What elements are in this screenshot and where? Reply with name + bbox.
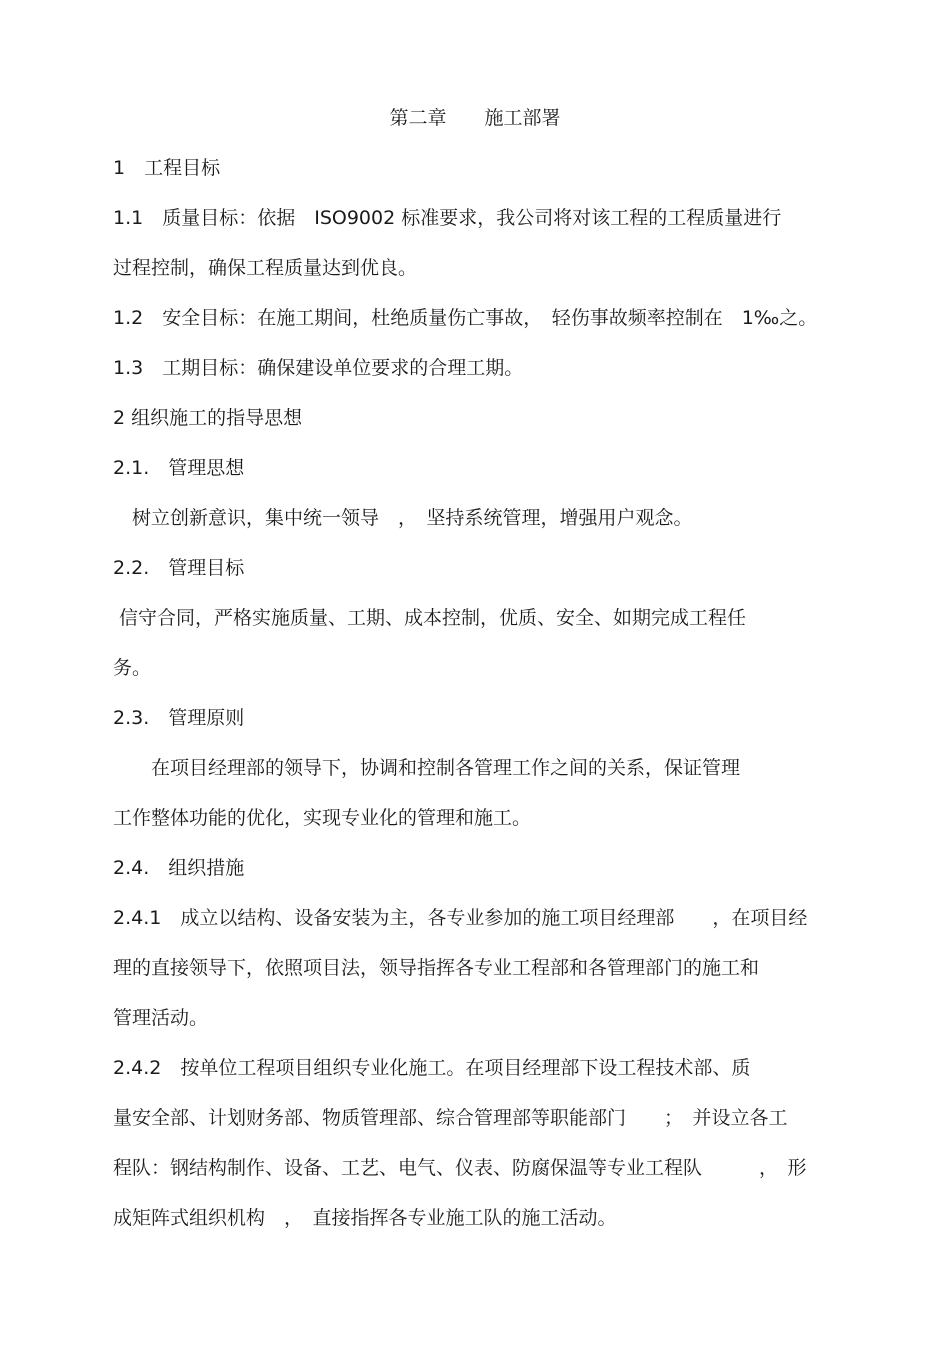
paragraph-line: 务。 [113,657,152,679]
heading-2: 2 组织施工的指导思想 [113,407,303,429]
paragraph-line: 量安全部、计划财务部、物质管理部、综合管理部等职能部门 ； 并设立各工 [113,1107,788,1129]
heading-2-4: 2.4. 组织措施 [113,857,245,879]
paragraph-line: 过程控制，确保工程质量达到优良。 [113,257,418,279]
chapter-title: 第二章 施工部署 [389,107,561,129]
paragraph-line: 1.1 质量目标：依据 ISO9002 标准要求，我公司将对该工程的工程质量进行 [113,207,782,229]
paragraph-line: 在项目经理部的领导下，协调和控制各管理工作之间的关系，保证管理 [113,757,741,779]
heading-2-2: 2.2. 管理目标 [113,557,245,579]
paragraph-line: 程队：钢结构制作、设备、工艺、电气、仪表、防腐保温等专业工程队 ， 形 [113,1157,807,1179]
paragraph-line: 管理活动。 [113,1007,209,1029]
paragraph-line: 信守合同，严格实施质量、工期、成本控制，优质、安全、如期完成工程任 [113,607,747,629]
paragraph-line: 1.2 安全目标：在施工期间，杜绝质量伤亡事故， 轻伤事故频率控制在 1‰之。 [113,307,818,329]
paragraph-line: 成矩阵式组织机构 ， 直接指挥各专业施工队的施工活动。 [113,1207,617,1229]
heading-1: 1 工程目标 [113,157,221,179]
paragraph-line: 理的直接领导下，依照项目法，领导指挥各专业工程部和各管理部门的施工和 [113,957,760,979]
paragraph-line: 树立创新意识，集中统一领导 ， 坚持系统管理，增强用户观念。 [113,507,693,529]
heading-2-1: 2.1. 管理思想 [113,457,245,479]
paragraph-line: 1.3 工期目标：确保建设单位要求的合理工期。 [113,357,524,379]
paragraph-line: 2.4.1 成立以结构、设备安装为主，各专业参加的施工项目经理部 ，在项目经 [113,907,808,929]
heading-2-3: 2.3. 管理原则 [113,707,245,729]
paragraph-line: 2.4.2 按单位工程项目组织专业化施工。在项目经理部下设工程技术部、质 [113,1057,751,1079]
paragraph-line: 工作整体功能的优化，实现专业化的管理和施工。 [113,807,532,829]
